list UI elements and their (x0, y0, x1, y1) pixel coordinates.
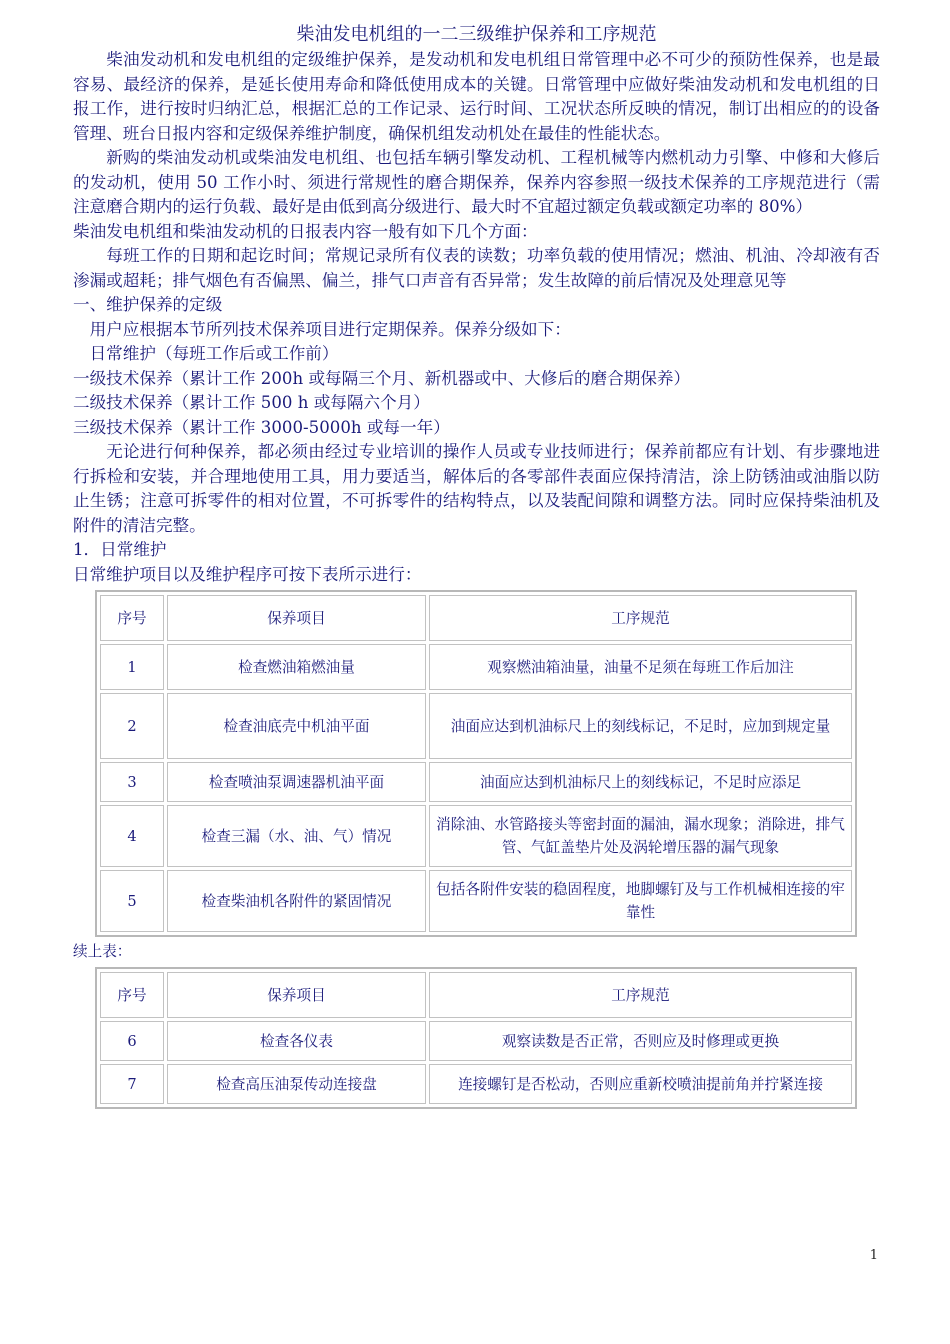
table-row (100, 1064, 852, 1104)
row-item: 检查各仪表 (167, 1021, 426, 1061)
paragraph-daily-report-content: 每班工作的日期和起讫时间；常规记录所有仪表的读数；功率负载的使用情况；燃油、机油、冷却液有否渗漏或超耗；排气烟色有否偏黑、偏兰，排气口声音有否异常；发生故障的前后情况及处理意见等 (73, 246, 880, 290)
paragraph-table-intro: 日常维护项目以及维护程序可按下表所示进行： (73, 564, 422, 584)
header-no: 序号 (100, 972, 164, 1018)
header-no: 序号 (100, 595, 164, 641)
document-title: 柴油发电机组的一二三级维护保养和工序规范 (296, 24, 657, 45)
row-no: 2 (100, 693, 164, 759)
row-item: 检查喷油泵调速器机油平面 (167, 762, 426, 802)
row-no: 3 (100, 762, 164, 802)
header-spec: 工序规范 (429, 595, 852, 641)
table-header-row (100, 972, 852, 1018)
row-no: 5 (100, 870, 164, 932)
row-item: 检查高压油泵传动连接盘 (167, 1064, 426, 1104)
page-number: 1 (869, 1248, 878, 1263)
row-item: 检查三漏（水、油、气）情况 (167, 805, 426, 867)
row-spec: 消除油、水管路接头等密封面的漏油，漏水现象；消除进，排气管、气缸盖垫片处及涡轮增压器的漏气现象 (429, 805, 852, 867)
row-spec: 油面应达到机油标尺上的刻线标记，不足时应添足 (429, 762, 852, 802)
row-item: 检查油底壳中机油平面 (167, 693, 426, 759)
paragraph-levels-intro: 用户应根据本节所列技术保养项目进行定期保养。保养分级如下： (89, 319, 571, 339)
paragraph-break-in: 新购的柴油发动机或柴油发电机组、也包括车辆引擎发动机、工程机械等内燃机动力引擎、中修和大修后的发动机，使用 50 工作小时、须进行常规性的磨合期保养，保养内容参照一级技术保养的工序规范进行（需注意磨合期内的运行负载、最好是由低到高分级进行、最大时不宜超过额定负载或额定功率的 80%） (73, 148, 880, 216)
table-header-row (100, 595, 852, 641)
paragraph-daily-report-intro: 柴油发电机组和柴油发动机的日报表内容一般有如下几个方面： (73, 221, 538, 241)
row-spec: 观察燃油箱油量，油量不足须在每班工作后加注 (429, 644, 852, 690)
table-row (100, 805, 852, 867)
level-first: 一级技术保养（累计工作 200h 或每隔三个月、新机器或中、大修后的磨合期保养） (73, 368, 691, 388)
row-item: 检查柴油机各附件的紧固情况 (167, 870, 426, 932)
paragraph-intro: 柴油发动机和发电机组的定级维护保养，是发动机和发电机组日常管理中必不可少的预防性保养，也是最容易、最经济的保养，是延长使用寿命和降低使用成本的关键。日常管理中应做好柴油发动机和发电机组的日报工作，进行按时归纳汇总，根据汇总的工作记录、运行时间、工况状态所反映的情况，制订出相应的的设备管理、班台日报内容和定级保养维护制度，确保机组发动机处在最佳的性能状态。 (73, 50, 880, 143)
table-row (100, 762, 852, 802)
level-second: 二级技术保养（累计工作 500 h 或每隔六个月） (73, 393, 430, 412)
row-spec: 包括各附件安装的稳固程度，地脚螺钉及与工作机械相连接的牢靠性 (429, 870, 852, 932)
row-spec: 油面应达到机油标尺上的刻线标记，不足时，应加到规定量 (429, 693, 852, 759)
header-spec: 工序规范 (429, 972, 852, 1018)
table-row (100, 1021, 852, 1061)
level-daily: 日常维护（每班工作后或工作前） (89, 344, 339, 363)
row-no: 1 (100, 644, 164, 690)
row-no: 4 (100, 805, 164, 867)
table-row (100, 870, 852, 932)
row-spec: 观察读数是否正常，否则应及时修理或更换 (429, 1021, 852, 1061)
row-spec: 连接螺钉是否松动，否则应重新校喷油提前角并拧紧连接 (429, 1064, 852, 1104)
paragraph-general-rules: 无论进行何种保养，都必须由经过专业培训的操作人员或专业技师进行；保养前都应有计划、有步骤地进行拆检和安装，并合理地使用工具，用力要适当，解体后的各零部件表面应保持清洁，涂上防锈油或油脂以防止生锈；注意可拆零件的相对位置，不可拆零件的结构特点，以及装配间隙和调整方法。同时应保持柴油机及附件的清洁完整。 (73, 442, 880, 535)
header-item: 保养项目 (167, 972, 426, 1018)
table-row (100, 644, 852, 690)
header-item: 保养项目 (167, 595, 426, 641)
section-heading-levels: 一、维护保养的定级 (73, 295, 223, 314)
document-page (73, 22, 880, 1109)
row-no: 7 (100, 1064, 164, 1104)
maintenance-table-1 (95, 590, 857, 937)
row-no: 6 (100, 1021, 164, 1061)
maintenance-table-2 (95, 967, 857, 1109)
section-heading-daily: 1．日常维护 (73, 540, 167, 559)
table-row (100, 693, 852, 759)
row-item: 检查燃油箱燃油量 (167, 644, 426, 690)
continued-label: 续上表： (73, 943, 132, 960)
level-third: 三级技术保养（累计工作 3000-5000h 或每一年） (73, 417, 450, 437)
